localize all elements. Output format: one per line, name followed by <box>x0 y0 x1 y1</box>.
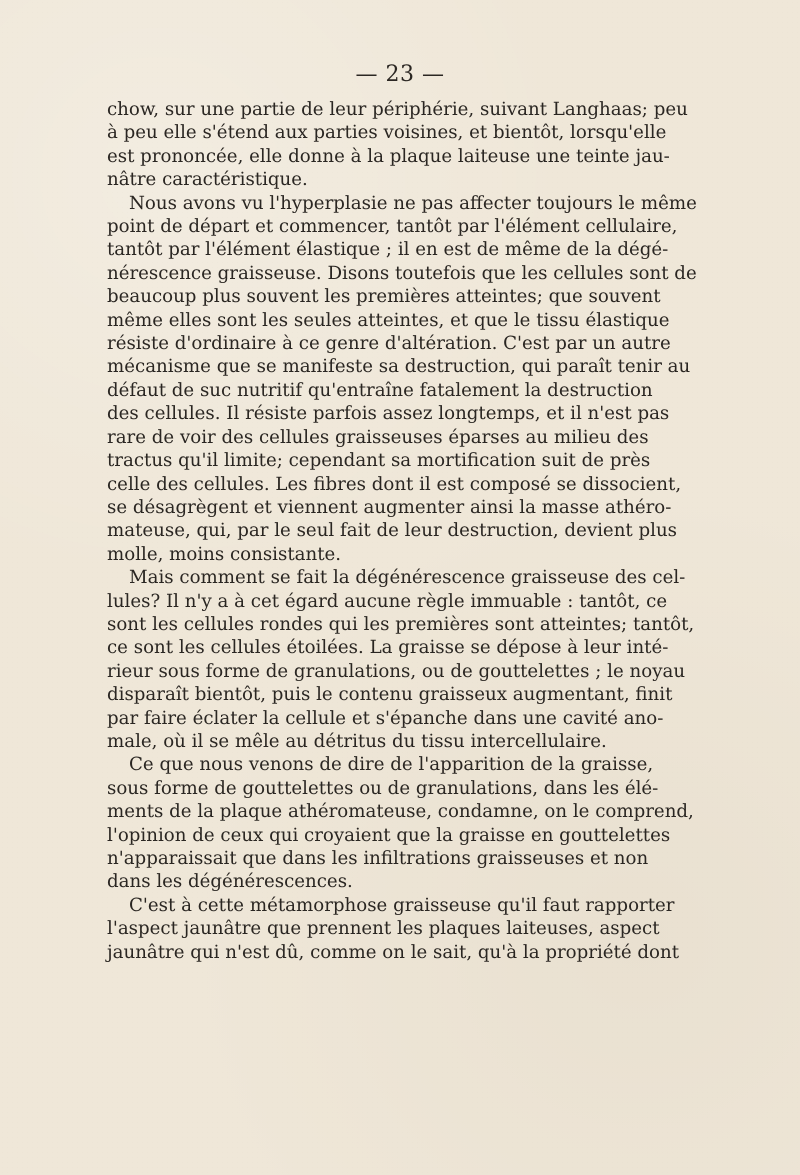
text-line: lules? Il n'y a à cet égard aucune règle immuable : tantôt, ce <box>107 590 668 612</box>
text-line: male, où il se mêle au détritus du tissu intercellulaire. <box>107 730 607 752</box>
text-line: jaunâtre qui n'est dû, comme on le sait, qu'à la propriété dont <box>107 941 680 963</box>
text-line: des cellules. Il résiste parfois assez longtemps, et il n'est pas <box>107 403 670 425</box>
text-line: résiste d'ordinaire à ce genre d'altération. C'est par un autre <box>107 333 671 355</box>
body-text <box>107 98 697 964</box>
text-line: tantôt par l'élément élastique ; il en est de même de la dégé- <box>107 239 669 261</box>
text-line: rare de voir des cellules graisseuses éparses au milieu des <box>107 426 649 448</box>
text-line: disparaît bientôt, puis le contenu graisseux augmentant, finit <box>107 684 673 706</box>
text-line: beaucoup plus souvent les premières atteintes; que souvent <box>107 286 661 308</box>
paragraph-1 <box>107 98 688 192</box>
text-line: C'est à cette métamorphose graisseuse qu'il faut rapporter <box>129 894 675 916</box>
text-line: se désagrègent et viennent augmenter ainsi la masse athéro- <box>107 496 672 518</box>
text-line: Mais comment se fait la dégénérescence graisseuse des cel- <box>129 567 686 589</box>
paragraph-4 <box>107 753 694 893</box>
text-line: par faire éclater la cellule et s'épanche dans une cavité ano- <box>107 707 664 729</box>
text-line: point de départ et commencer, tantôt par l'élément cellulaire, <box>107 216 678 238</box>
text-line: mécanisme que se manifeste sa destruction, qui paraît tenir au <box>107 356 691 378</box>
text-line: chow, sur une partie de leur périphérie, suivant Langhaas; peu <box>107 99 688 120</box>
text-line: sont les cellules rondes qui les premières sont atteintes; tantôt, <box>107 613 695 635</box>
text-line: n'apparaissait que dans les infiltrations graisseuses et non <box>107 848 649 869</box>
text-line: dans les dégénérescences. <box>107 871 353 893</box>
text-line: nâtre caractéristique. <box>107 169 308 191</box>
page-number: — 23 — <box>355 62 445 87</box>
text-line: l'aspect jaunâtre que prennent les plaques laiteuses, aspect <box>107 918 660 940</box>
text-line: ments de la plaque athéromateuse, condamne, on le comprend, <box>107 801 694 823</box>
paragraph-5 <box>107 894 680 964</box>
text-line: ce sont les cellules étoilées. La graisse se dépose à leur inté- <box>107 637 669 659</box>
paragraph-2 <box>107 192 697 567</box>
text-line: Ce que nous venons de dire de l'apparition de la graisse, <box>129 754 654 776</box>
text-line: est prononcée, elle donne à la plaque laiteuse une teinte jau- <box>107 145 670 167</box>
text-line: sous forme de gouttelettes ou de granulations, dans les élé- <box>107 777 659 799</box>
paragraph-3 <box>107 566 695 753</box>
text-line: même elles sont les seules atteintes, et que le tissu élastique <box>107 309 670 331</box>
text-line: défaut de suc nutritif qu'entraîne fatalement la destruction <box>107 379 653 401</box>
text-line: rieur sous forme de granulations, ou de gouttelettes ; le noyau <box>107 660 686 682</box>
text-line: Nous avons vu l'hyperplasie ne pas affecter toujours le même <box>129 192 697 214</box>
text-line: nérescence graisseuse. Disons toutefois que les cellules sont de <box>107 262 697 284</box>
text-line: molle, moins consistante. <box>107 543 342 565</box>
text-line: tractus qu'il limite; cependant sa mortification suit de près <box>107 450 651 472</box>
text-line: l'opinion de ceux qui croyaient que la graisse en gouttelettes <box>107 824 671 846</box>
text-line: à peu elle s'étend aux parties voisines, et bientôt, lorsqu'elle <box>107 122 667 144</box>
text-line: mateuse, qui, par le seul fait de leur destruction, devient plus <box>107 520 678 542</box>
text-line: celle des cellules. Les fibres dont il est composé se dissocient, <box>107 473 682 495</box>
